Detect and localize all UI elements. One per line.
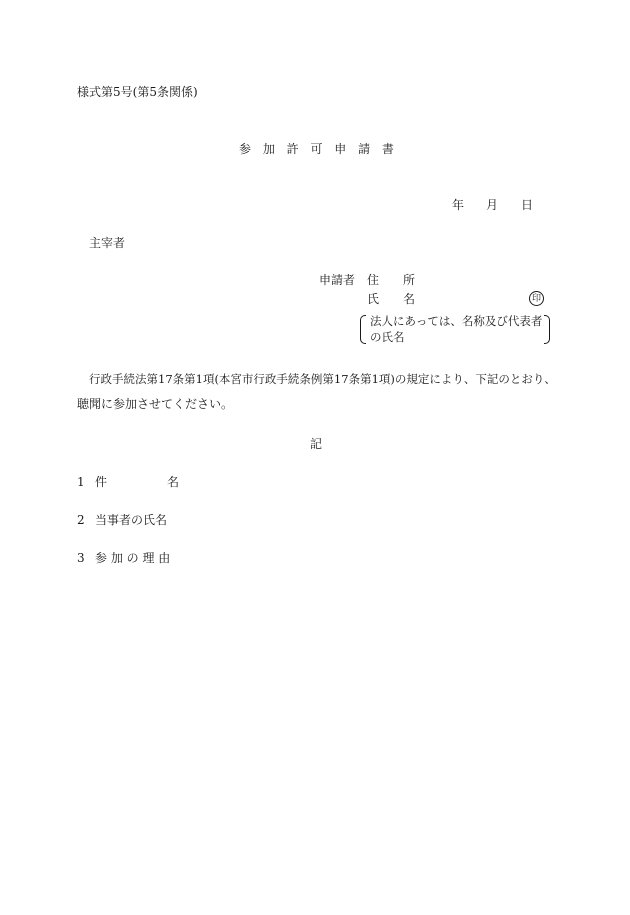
body-text-line1: 行政手続法第17条第1項(本宮市行政手続条例第17条第1項)の規定により、下記のとおり、: [89, 372, 556, 386]
document-title: 参 加 許 可 申 請 書: [239, 142, 394, 156]
address-label: 住 所: [367, 273, 416, 287]
date-day-label: 日: [521, 198, 534, 212]
left-brace: [360, 315, 366, 344]
name-label: 氏 名: [367, 292, 416, 306]
date-month-label: 月: [486, 198, 499, 212]
item-number: 2: [77, 513, 85, 527]
item-label-case-name: 件 名: [95, 475, 180, 489]
ki-heading: 記: [310, 437, 323, 451]
form-number: 様式第5号(第5条関係): [77, 85, 198, 99]
seal-mark: 印: [529, 291, 544, 306]
date-year-label: 年: [452, 198, 465, 212]
addressee: 主宰者: [89, 236, 126, 250]
item-label-party-name: 当事者の氏名: [95, 513, 168, 527]
corporate-note-line2: の氏名: [370, 330, 405, 344]
right-brace: [544, 315, 550, 344]
applicant-label: 申請者: [319, 273, 356, 287]
item-number: 3: [77, 551, 85, 565]
corporate-note-line1: 法人にあっては、名称及び代表者: [370, 314, 543, 328]
item-number: 1: [77, 475, 85, 489]
item-label-reason: 参 加 の 理 由: [95, 551, 171, 565]
body-text-line2: 聴聞に参加させてください。: [77, 397, 234, 411]
